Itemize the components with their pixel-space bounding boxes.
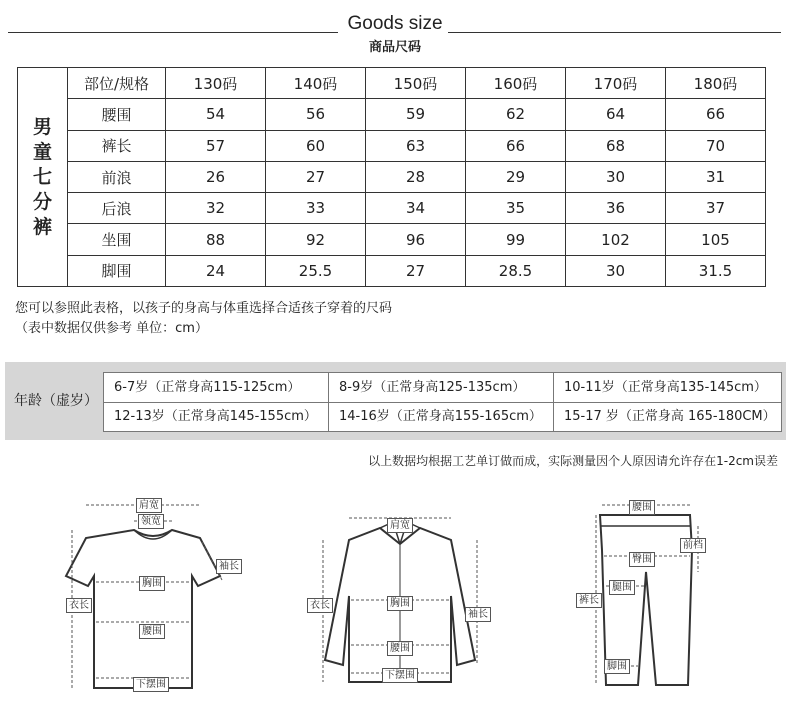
- table-cell: 102: [566, 224, 666, 255]
- row-label: 坐围: [68, 224, 166, 255]
- tshirt-hem-tag: 下摆围: [133, 677, 169, 692]
- age-reference-panel: [5, 362, 786, 440]
- table-row: [18, 130, 766, 161]
- side-label-char: 裤: [32, 215, 52, 238]
- table-cell: 28.5: [466, 255, 566, 286]
- row-label: 前浪: [68, 161, 166, 192]
- table-cell: 33: [266, 193, 366, 224]
- shirt-length-tag: 衣长: [307, 598, 333, 613]
- table-cell: 36: [566, 193, 666, 224]
- shirt-chest-tag: 胸围: [387, 596, 413, 611]
- table-row: [18, 193, 766, 224]
- table-cell: 34: [366, 193, 466, 224]
- age-cell: 10-11岁（正常身高135-145cm）: [564, 380, 767, 395]
- age-grid: [103, 372, 782, 432]
- table-cell: 96: [366, 224, 466, 255]
- age-cell: 12-13岁（正常身高145-155cm）: [114, 409, 317, 424]
- table-cell: 31: [666, 161, 766, 192]
- shirt-hem-tag: 下摆围: [382, 668, 418, 683]
- table-row: [18, 255, 766, 286]
- table-cell: 105: [666, 224, 766, 255]
- shirt-shoulder-tag: 肩宽: [387, 518, 413, 533]
- row-label: 腰围: [68, 99, 166, 130]
- row-label: 后浪: [68, 193, 166, 224]
- tshirt-collar: [134, 530, 172, 539]
- side-label-char: 七: [32, 165, 52, 188]
- table-cell: 57: [166, 130, 266, 161]
- table-cell: 56: [266, 99, 366, 130]
- table-cell: 60: [266, 130, 366, 161]
- table-cell: 64: [566, 99, 666, 130]
- tshirt-chest-tag: 胸围: [139, 576, 165, 591]
- tshirt-shoulder-tag: 肩宽: [136, 498, 162, 513]
- table-cell: 66: [466, 130, 566, 161]
- age-label: 年龄（虚岁）: [14, 393, 98, 409]
- tshirt-collar-tag: 领宽: [138, 514, 164, 529]
- table-cell: 31.5: [666, 255, 766, 286]
- pants-front-rise-tag: 前档: [680, 538, 706, 553]
- table-cell: 27: [266, 161, 366, 192]
- header-cell: 180码: [666, 68, 766, 99]
- unit-note: （表中数据仅供参考 单位：cm）: [15, 321, 208, 336]
- table-cell: 66: [666, 99, 766, 130]
- title-chinese: 商品尺码: [368, 40, 421, 55]
- table-cell: 29: [466, 161, 566, 192]
- size-guide-note: 您可以参照此表格，以孩子的身高与体重选择合适孩子穿着的尺码: [15, 301, 393, 316]
- table-cell: 59: [366, 99, 466, 130]
- header-cell: 170码: [566, 68, 666, 99]
- shirt-waist-tag: 腰围: [387, 641, 413, 656]
- title-english: Goods size: [347, 13, 443, 34]
- tshirt-waist-tag: 腰围: [139, 624, 165, 639]
- pants-hip-tag: 臀围: [629, 552, 655, 567]
- header-cell: 150码: [366, 68, 466, 99]
- pants-leg-opening-tag: 脚围: [604, 659, 630, 674]
- side-label-char: 分: [32, 190, 52, 213]
- table-cell: 30: [566, 255, 666, 286]
- table-cell: 99: [466, 224, 566, 255]
- category-side-text: [18, 115, 67, 240]
- header-cell: 130码: [166, 68, 266, 99]
- measurement-disclaimer: 以上数据均根据工艺单订做而成，实际测量因个人原因请允许存在1-2cm误差: [368, 454, 778, 468]
- tshirt-sleeve-tag: 袖长: [216, 559, 242, 574]
- table-cell: 24: [166, 255, 266, 286]
- category-side-label: [18, 68, 68, 287]
- table-cell: 68: [566, 130, 666, 161]
- table-cell: 30: [566, 161, 666, 192]
- side-label-char: 童: [32, 140, 52, 163]
- table-row: [18, 224, 766, 255]
- pants-length-tag: 裤长: [576, 593, 602, 608]
- table-cell: 70: [666, 130, 766, 161]
- table-cell: 25.5: [266, 255, 366, 286]
- age-cell: 6-7岁（正常身高115-125cm）: [114, 380, 301, 395]
- table-row: [18, 99, 766, 130]
- size-table: [17, 67, 766, 287]
- age-cell: 14-16岁（正常身高155-165cm）: [339, 409, 542, 424]
- tshirt-length-tag: 衣长: [66, 598, 92, 613]
- table-cell: 35: [466, 193, 566, 224]
- table-row: [18, 161, 766, 192]
- age-cell: 15-17 岁（正常身高 165-180CM）: [564, 409, 776, 424]
- row-label: 裤长: [68, 130, 166, 161]
- table-cell: 32: [166, 193, 266, 224]
- table-cell: 88: [166, 224, 266, 255]
- table-cell: 62: [466, 99, 566, 130]
- header-cell: 160码: [466, 68, 566, 99]
- table-cell: 27: [366, 255, 466, 286]
- table-cell: 92: [266, 224, 366, 255]
- shirt-sleeve-tag: 袖长: [465, 607, 491, 622]
- table-cell: 26: [166, 161, 266, 192]
- table-cell: 28: [366, 161, 466, 192]
- side-label-char: 男: [32, 115, 52, 138]
- table-cell: 63: [366, 130, 466, 161]
- table-header-row: [18, 68, 766, 99]
- header-cell: 部位/规格: [68, 68, 166, 99]
- pants-waist-tag: 腰围: [629, 500, 655, 515]
- page-header: [0, 10, 790, 54]
- age-cell: 8-9岁（正常身高125-135cm）: [339, 380, 526, 395]
- pants-thigh-tag: 腿围: [609, 580, 635, 595]
- row-label: 脚围: [68, 255, 166, 286]
- table-cell: 54: [166, 99, 266, 130]
- table-cell: 37: [666, 193, 766, 224]
- header-cell: 140码: [266, 68, 366, 99]
